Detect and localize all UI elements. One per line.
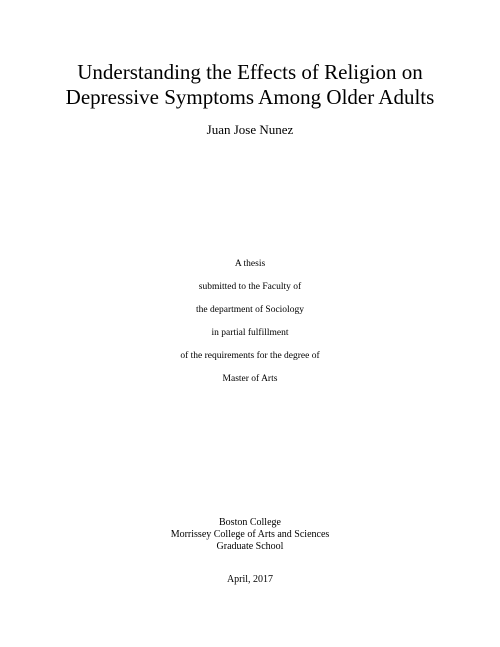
submission-date: April, 2017 xyxy=(226,574,274,585)
institution-line-2: Morrissey College of Arts and Sciences xyxy=(170,529,330,540)
institution-line-1: Boston College xyxy=(219,517,281,528)
thesis-title-line-2: Depressive Symptoms Among Older Adults xyxy=(65,85,435,109)
submission-line-5: of the requirements for the degree of xyxy=(180,351,320,361)
submission-line-3: the department of Sociology xyxy=(196,305,304,315)
submission-line-1: A thesis xyxy=(234,259,266,269)
thesis-title-line-1: Understanding the Effects of Religion on xyxy=(77,60,423,84)
institution-line-3: Graduate School xyxy=(216,541,284,552)
submission-line-6: Master of Arts xyxy=(222,374,278,384)
author-name: Juan Jose Nunez xyxy=(206,122,294,137)
submission-line-2: submitted to the Faculty of xyxy=(198,282,302,292)
submission-line-4: in partial fulfillment xyxy=(211,328,289,338)
